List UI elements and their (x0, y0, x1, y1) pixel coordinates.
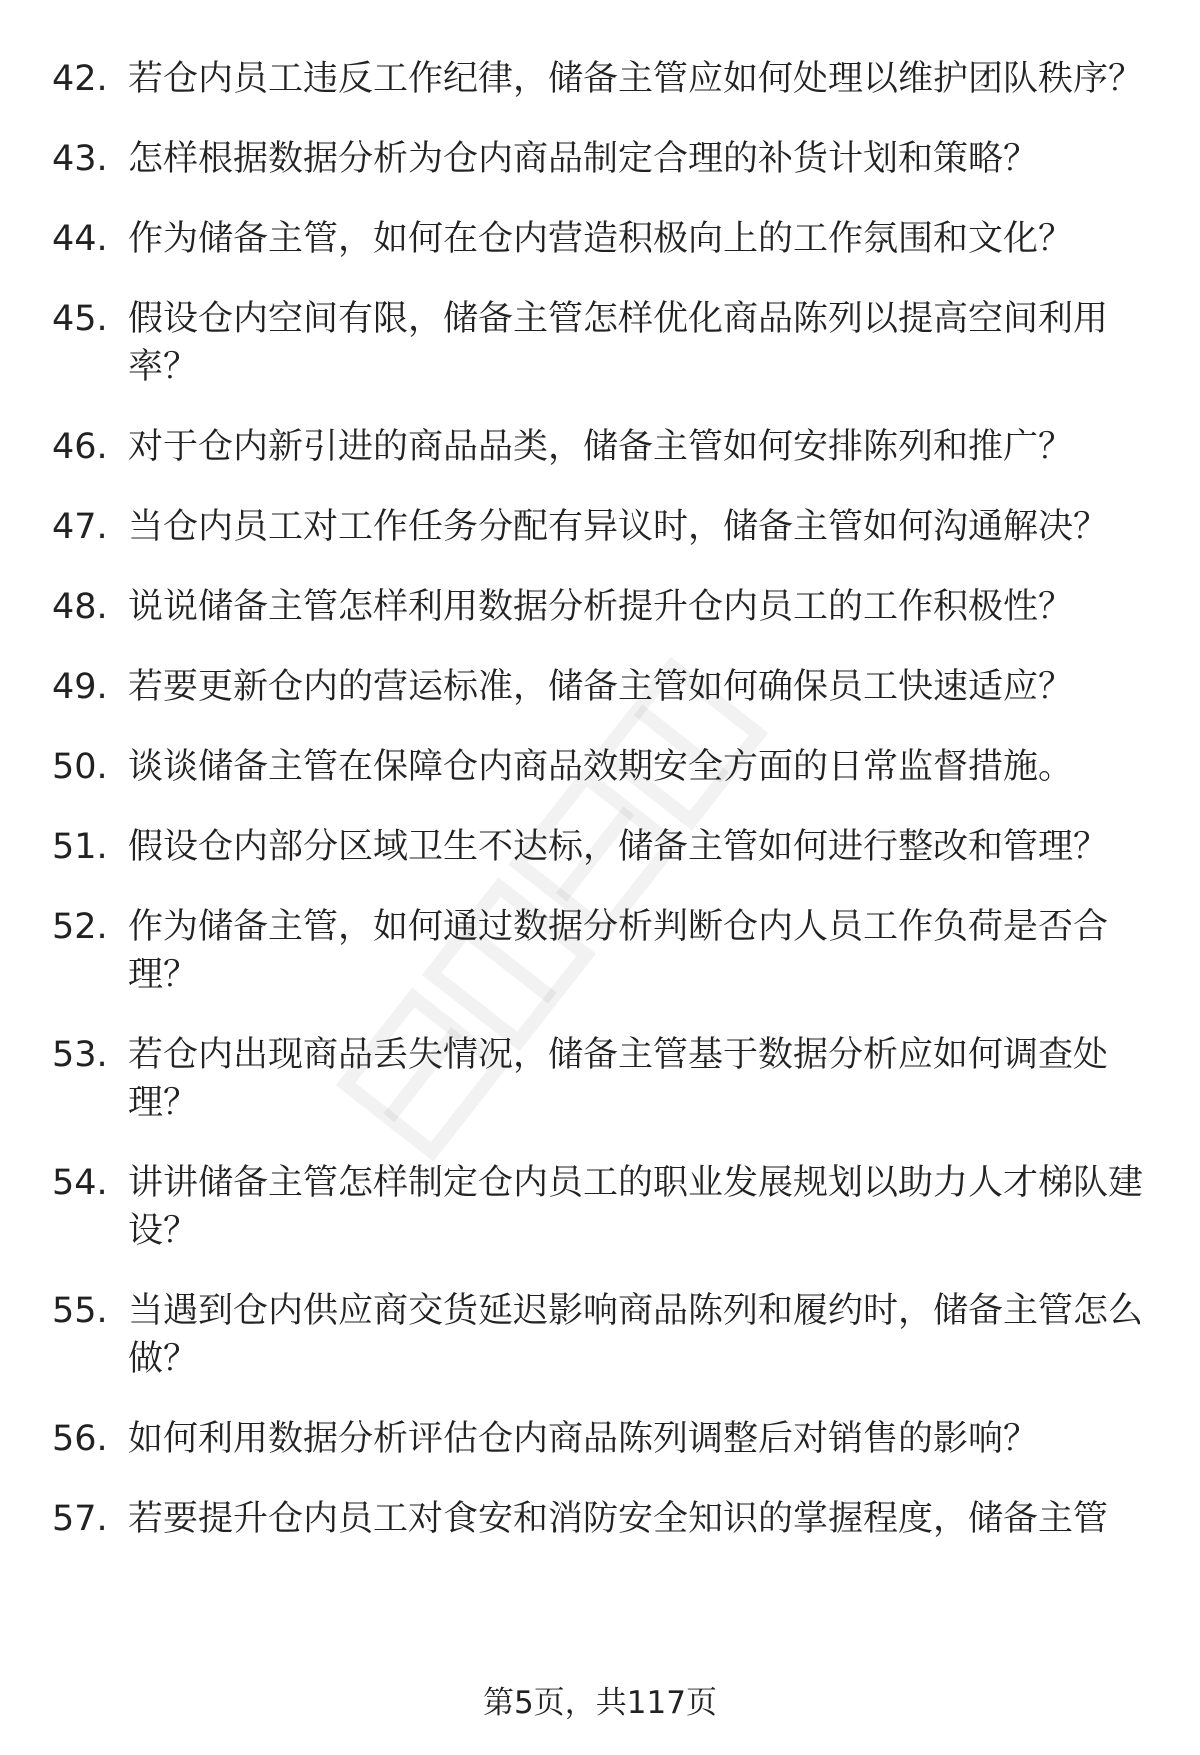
question-number: 48. (52, 587, 108, 627)
question-item (0, 1495, 1200, 1543)
question-text: 若仓内员工违反工作纪律，储备主管应如何处理以维护团队秩序？ (128, 59, 1144, 99)
question-text: 怎样根据数据分析为仓内商品制定合理的补货计划和策略？ (128, 139, 1039, 179)
page-number: 第5页，共117页 (483, 1685, 717, 1721)
question-number: 56. (52, 1419, 108, 1459)
question-number: 43. (52, 139, 108, 179)
question-text: 谈谈储备主管在保障仓内商品效期安全方面的日常监督措施。 (128, 747, 1074, 787)
question-text: 如何利用数据分析评估仓内商品陈列调整后对销售的影响？ (128, 1419, 1039, 1459)
question-list (0, 55, 1200, 1575)
question-number: 52. (52, 907, 108, 947)
question-item (0, 1159, 1200, 1255)
question-number: 46. (52, 427, 108, 467)
question-number: 45. (52, 299, 108, 339)
question-text: 假设仓内部分区域卫生不达标，储备主管如何进行整改和管理？ (128, 827, 1109, 867)
question-item (0, 1415, 1200, 1463)
question-number: 42. (52, 59, 108, 99)
question-item (0, 215, 1200, 263)
question-text: 作为储备主管，如何通过数据分析判断仓内人员工作负荷是否合理？ (128, 907, 1109, 995)
question-item (0, 503, 1200, 551)
question-number: 50. (52, 747, 108, 787)
question-item (0, 743, 1200, 791)
question-item (0, 135, 1200, 183)
question-item (0, 663, 1200, 711)
question-item (0, 1287, 1200, 1383)
question-number: 53. (52, 1035, 108, 1075)
question-text: 讲讲储备主管怎样制定仓内员工的职业发展规划以助力人才梯队建设？ (128, 1163, 1144, 1251)
question-item (0, 823, 1200, 871)
question-text: 假设仓内空间有限，储备主管怎样优化商品陈列以提高空间利用率？ (128, 299, 1109, 387)
question-text: 对于仓内新引进的商品品类，储备主管如何安排陈列和推广？ (128, 427, 1074, 467)
question-number: 55. (52, 1291, 108, 1331)
question-item (0, 423, 1200, 471)
question-number: 51. (52, 827, 108, 867)
question-text: 说说储备主管怎样利用数据分析提升仓内员工的工作积极性？ (128, 587, 1074, 627)
question-text: 当遇到仓内供应商交货延迟影响商品陈列和履约时，储备主管怎么做？ (128, 1291, 1144, 1379)
question-item (0, 295, 1200, 391)
question-item (0, 903, 1200, 999)
question-number: 47. (52, 507, 108, 547)
question-number: 44. (52, 219, 108, 259)
question-number: 54. (52, 1163, 108, 1203)
question-text: 当仓内员工对工作任务分配有异议时，储备主管如何沟通解决？ (128, 507, 1109, 547)
question-text: 作为储备主管，如何在仓内营造积极向上的工作氛围和文化？ (128, 219, 1074, 259)
question-number: 57. (52, 1499, 108, 1539)
question-item (0, 583, 1200, 631)
question-text: 若要更新仓内的营运标准，储备主管如何确保员工快速适应？ (128, 667, 1074, 707)
question-text: 若仓内出现商品丢失情况，储备主管基于数据分析应如何调查处理？ (128, 1035, 1109, 1123)
question-item (0, 55, 1200, 103)
question-number: 49. (52, 667, 108, 707)
question-text: 若要提升仓内员工对食安和消防安全知识的掌握程度，储备主管 (128, 1499, 1109, 1539)
question-item (0, 1031, 1200, 1127)
